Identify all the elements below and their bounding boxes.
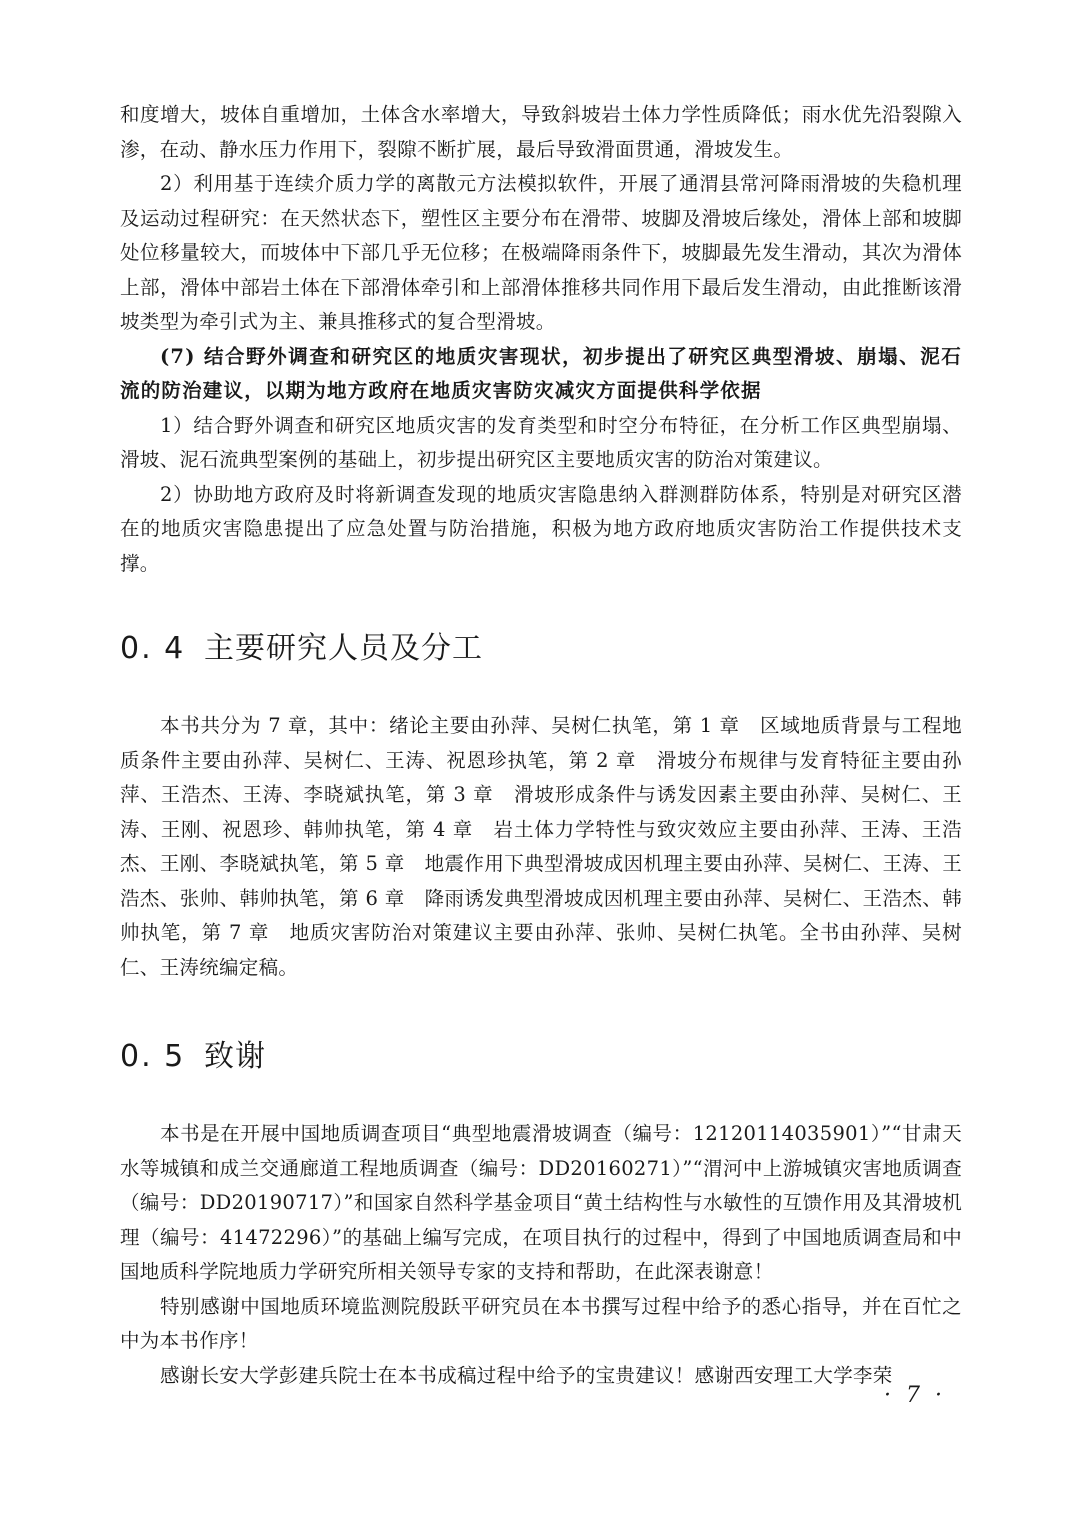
paragraph-acknowledgement-3: 感谢长安大学彭建兵院士在本书成稿过程中给予的宝贵建议！感谢西安理工大学李荣	[160, 1363, 893, 1387]
paragraph-heading-7: (7) 结合野外调查和研究区的地质灾害现状，初步提出了研究区典型滑坡、崩塌、泥石流的防治建议，以期为地方政府在地质灾害防灾减灾方面提供科学依据	[120, 344, 962, 402]
section-heading-0-5	[120, 1037, 962, 1077]
section-heading-0-4	[120, 629, 962, 669]
section-title: 致谢	[204, 1039, 266, 1074]
paragraph-acknowledgement-2: 特别感谢中国地质环境监测院殷跃平研究员在本书撰写过程中给予的悉心指导，并在百忙之中为本书作序！	[120, 1294, 962, 1352]
paragraph-authors: 本书共分为 7 章，其中：绪论主要由孙萍、吴树仁执笔，第 1 章 区域地质背景与工程地质条件主要由孙萍、吴树仁、王涛、祝恩珍执笔，第 2 章 滑坡分布规律与发育特征主要由孙萍、王浩杰、王涛、李晓斌执笔，第 3 章 滑坡形成条件与诱发因素主要由孙萍、吴树仁、王涛、王刚、祝恩珍、韩帅执笔，第 4 章 岩土体力学特性与致灾效应主要由孙萍、王涛、王浩杰、王刚、李晓斌执笔，第 5 章 地震作用下典型滑坡成因机理主要由孙萍、吴树仁、王涛、王浩杰、张帅、韩帅执笔，第 6 章 降雨诱发典型滑坡成因机理主要由孙萍、吴树仁、王浩杰、韩帅执笔，第 7 章 地质灾害防治对策建议主要由孙萍、张帅、吴树仁执笔。全书由孙萍、吴树仁、王涛统编定稿。	[120, 714, 962, 979]
section-title: 主要研究人员及分工	[204, 631, 483, 666]
page-content	[120, 98, 962, 1393]
page-number: · 7 ·	[884, 1383, 946, 1408]
section-number: 0. 5	[120, 1039, 186, 1074]
paragraph-continuation: 和度增大，坡体自重增加，土体含水率增大，导致斜坡岩土体力学性质降低；雨水优先沿裂隙入渗，在动、静水压力作用下，裂隙不断扩展，最后导致滑面贯通，滑坡发生。	[120, 103, 962, 161]
paragraph-item-2: 2）利用基于连续介质力学的离散元方法模拟软件，开展了通渭县常河降雨滑坡的失稳机理及运动过程研究：在天然状态下，塑性区主要分布在滑带、坡脚及滑坡后缘处，滑体上部和坡脚处位移量较大，而坡体中下部几乎无位移；在极端降雨条件下，坡脚最先发生滑动，其次为滑体上部，滑体中部岩土体在下部滑体牵引和上部滑体推移共同作用下最后发生滑动，由此推断该滑坡类型为牵引式为主、兼具推移式的复合型滑坡。	[120, 172, 962, 333]
paragraph-item-2b: 2）协助地方政府及时将新调查发现的地质灾害隐患纳入群测群防体系，特别是对研究区潜在的地质灾害隐患提出了应急处置与防治措施，积极为地方政府地质灾害防治工作提供技术支撑。	[120, 482, 962, 575]
section-number: 0. 4	[120, 631, 186, 666]
paragraph-item-1: 1）结合野外调查和研究区地质灾害的发育类型和时空分布特征，在分析工作区典型崩塌、滑坡、泥石流典型案例的基础上，初步提出研究区主要地质灾害的防治对策建议。	[120, 413, 962, 471]
paragraph-acknowledgement-1: 本书是在开展中国地质调查项目“典型地震滑坡调查（编号：12120114035901）”“甘肃天水等城镇和成兰交通廊道工程地质调查（编号：DD20160271）”“渭河中上游城镇灾害地质调查（编号：DD20190717）”和国家自然科学基金项目“黄土结构性与水敏性的互馈作用及其滑坡机理（编号：41472296）”的基础上编写完成，在项目执行的过程中，得到了中国地质调查局和中国地质科学院地质力学研究所相关领导专家的支持和帮助，在此深表谢意！	[120, 1122, 962, 1283]
